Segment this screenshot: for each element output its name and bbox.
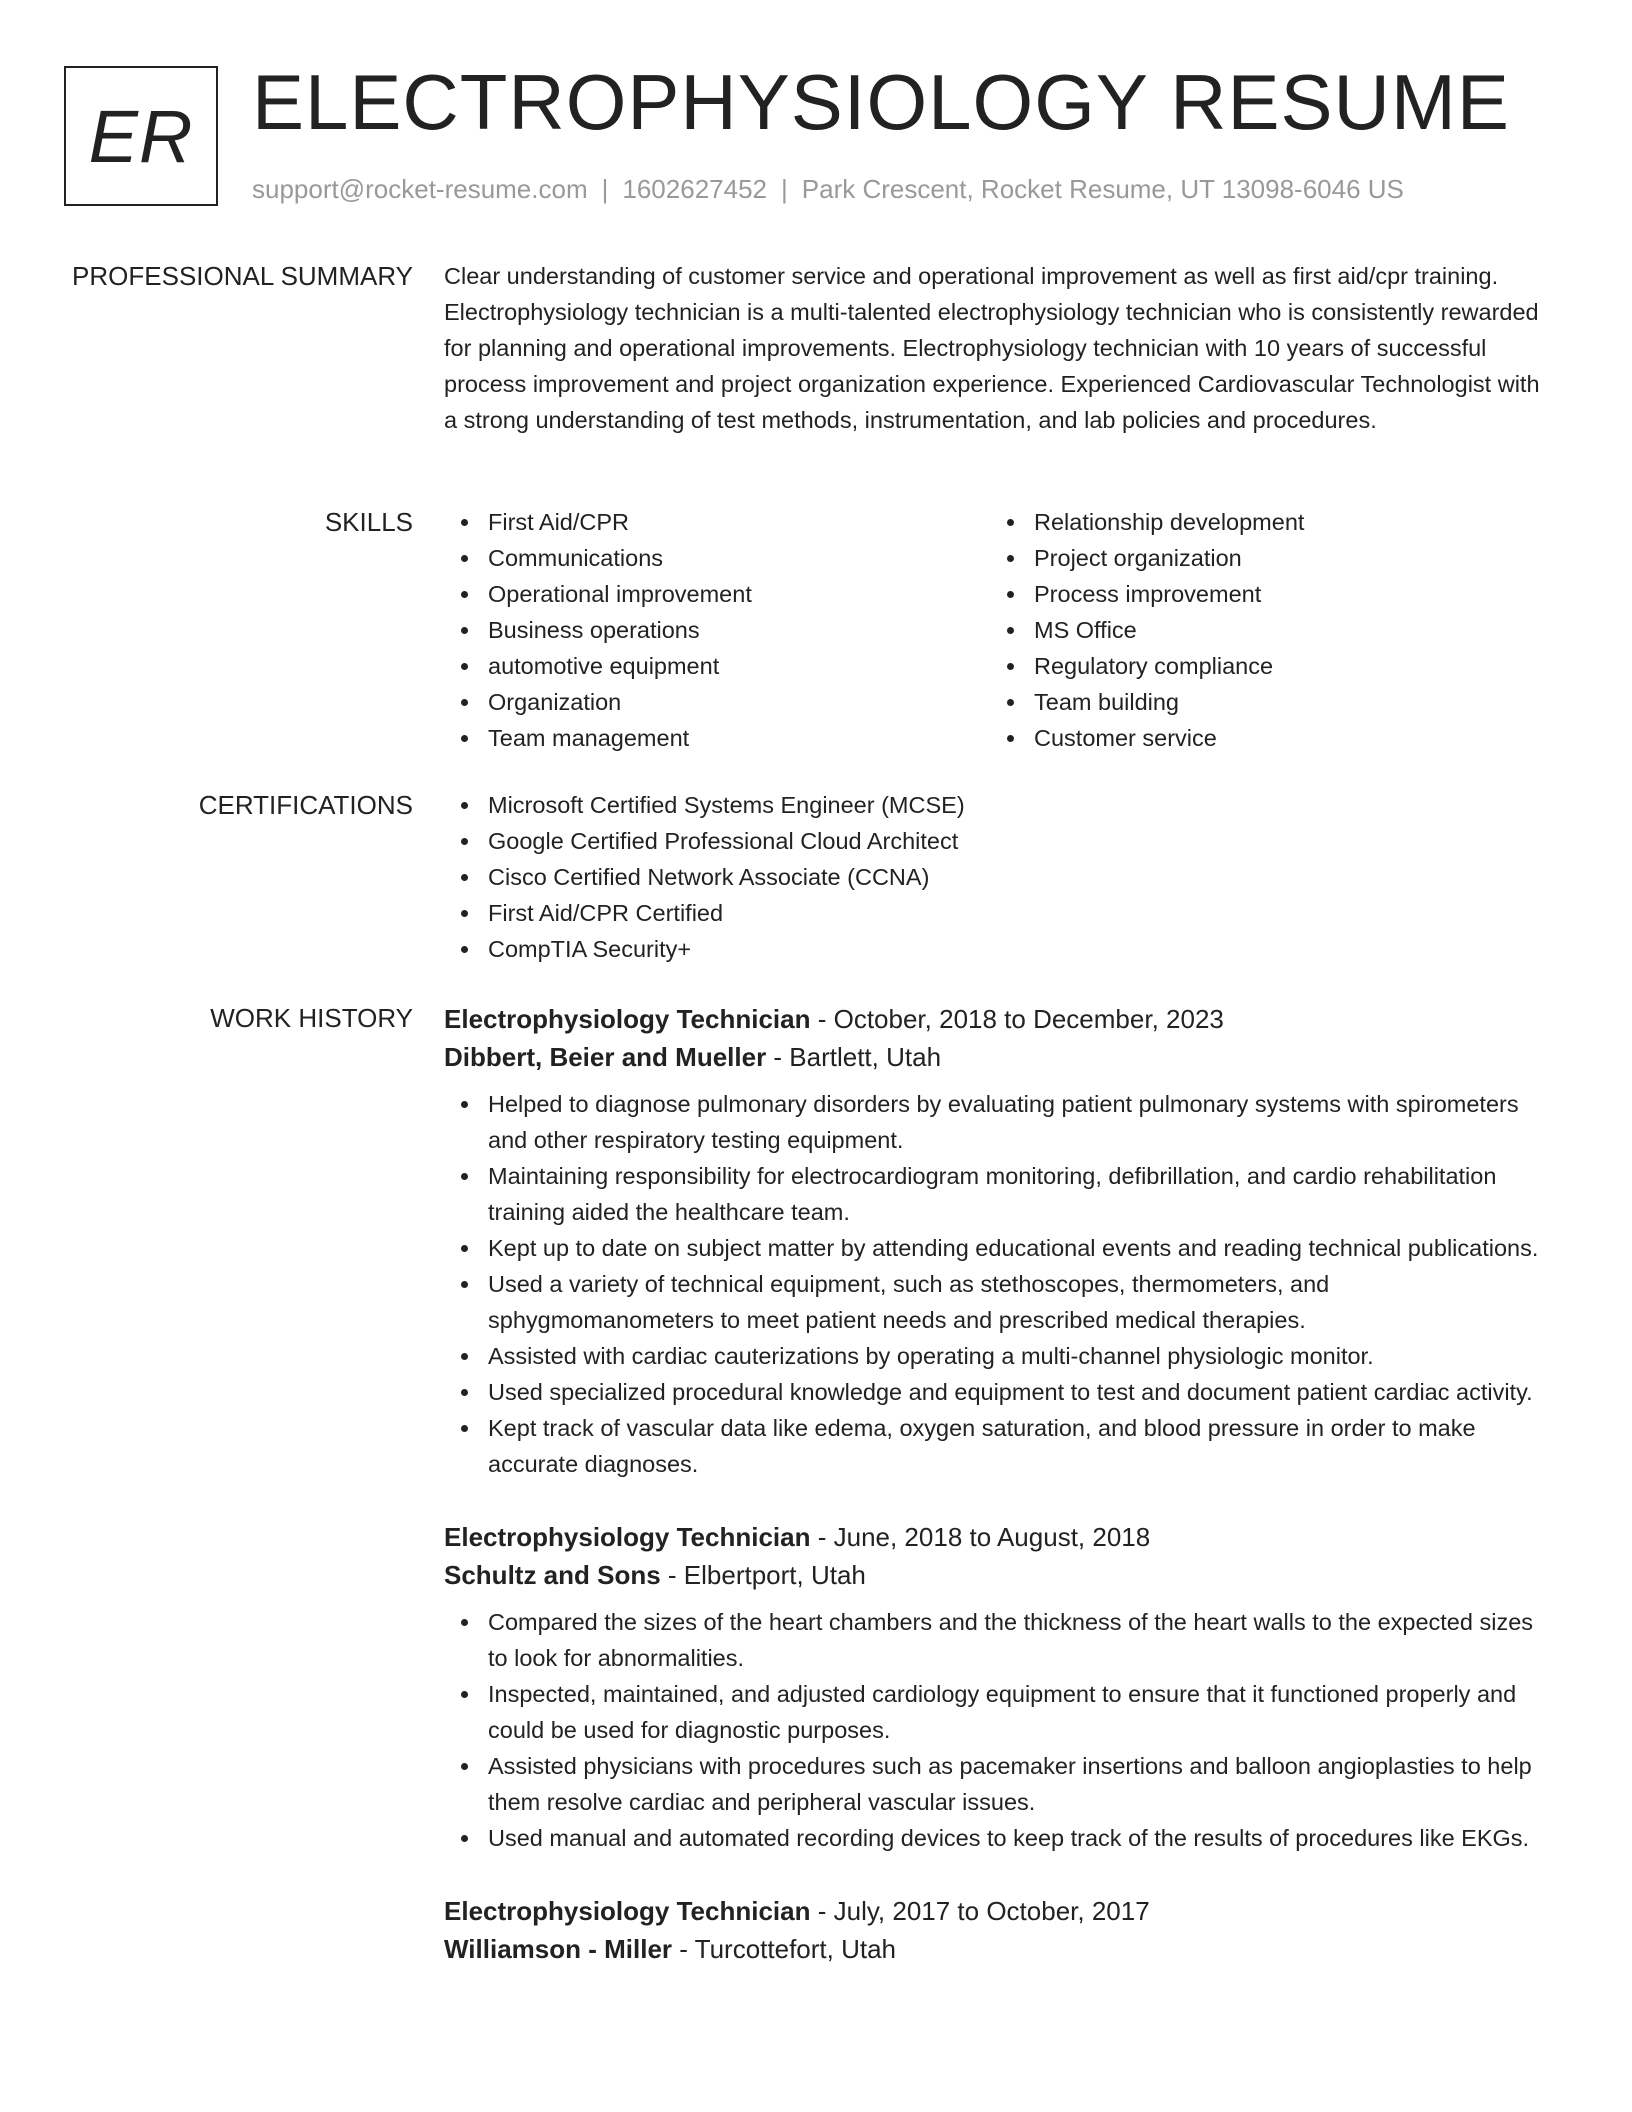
job-location: - Elbertport, Utah xyxy=(660,1560,866,1590)
skill-item: Business operations xyxy=(488,612,990,648)
skill-item: MS Office xyxy=(1034,612,1536,648)
job-bullet: Inspected, maintained, and adjusted cardiology equipment to ensure that it functioned properly and could be used for diagnostic purposes. xyxy=(488,1676,1544,1748)
skill-item: Project organization xyxy=(1034,540,1536,576)
skill-item: First Aid/CPR xyxy=(488,504,990,540)
skills-column-right xyxy=(990,504,1536,756)
summary-text: Clear understanding of customer service and operational improvement as well as first aid/cpr training. Electrophysiology technician is a multi-talented electrophysiology technician who is consistently rewarded for planning and operational improvements. Electrophysiology technician with 10 years of successful process improvement and project organization experience. Experienced Cardiovascular Technologist with a strong understanding of test methods, instrumentation, and lab policies and procedures. xyxy=(444,263,1540,433)
skills-body xyxy=(444,504,1544,756)
job-title: Electrophysiology Technician xyxy=(444,1522,811,1552)
job-title: Electrophysiology Technician xyxy=(444,1896,811,1926)
job-company-line xyxy=(444,1930,1544,1968)
job-bullet: Maintaining responsibility for electrocardiogram monitoring, defibrillation, and cardio rehabilitation training aided the healthcare team. xyxy=(488,1158,1544,1230)
job-entry xyxy=(444,1000,1544,1482)
job-bullet: Kept track of vascular data like edema, oxygen saturation, and blood pressure in order to make accurate diagnoses. xyxy=(488,1410,1544,1482)
contact-separator: | xyxy=(781,174,788,204)
job-title: Electrophysiology Technician xyxy=(444,1004,811,1034)
job-bullet: Kept up to date on subject matter by attending educational events and reading technical publications. xyxy=(488,1230,1544,1266)
job-bullet: Helped to diagnose pulmonary disorders by evaluating patient pulmonary systems with spirometers and other respiratory testing equipment. xyxy=(488,1086,1544,1158)
job-location: - Bartlett, Utah xyxy=(766,1042,942,1072)
contact-phone[interactable]: 1602627452 xyxy=(622,174,767,204)
job-location: - Turcottefort, Utah xyxy=(672,1934,897,1964)
section-heading-skills: SKILLS xyxy=(324,507,413,537)
certification-item: Google Certified Professional Cloud Architect xyxy=(488,823,1544,859)
job-bullet: Compared the sizes of the heart chambers and the thickness of the heart walls to the expected sizes to look for abnormalities. xyxy=(488,1604,1544,1676)
job-entry xyxy=(444,1518,1544,1856)
certification-item: Cisco Certified Network Associate (CCNA) xyxy=(488,859,1544,895)
contact-email[interactable]: support@rocket-resume.com xyxy=(252,174,588,204)
job-title-line xyxy=(444,1892,1544,1930)
job-bullet: Used specialized procedural knowledge and equipment to test and document patient cardiac activity. xyxy=(488,1374,1544,1410)
resume-title: ELECTROPHYSIOLOGY RESUME xyxy=(252,58,1510,146)
job-entry xyxy=(444,1892,1544,1968)
certifications-body xyxy=(444,787,1544,967)
contact-address: Park Crescent, Rocket Resume, UT 13098-6046 US xyxy=(801,174,1404,204)
skill-item: Communications xyxy=(488,540,990,576)
section-heading-summary: PROFESSIONAL SUMMARY xyxy=(72,261,413,291)
job-bullet: Assisted with cardiac cauterizations by operating a multi-channel physiologic monitor. xyxy=(488,1338,1544,1374)
skill-item: Regulatory compliance xyxy=(1034,648,1536,684)
job-dates: - June, 2018 to August, 2018 xyxy=(810,1522,1151,1552)
job-title-line xyxy=(444,1000,1544,1038)
skill-item: Team building xyxy=(1034,684,1536,720)
skill-item: Process improvement xyxy=(1034,576,1536,612)
section-heading-certifications: CERTIFICATIONS xyxy=(198,790,413,820)
skill-item: Organization xyxy=(488,684,990,720)
job-bullet: Used manual and automated recording devices to keep track of the results of procedures like EKGs. xyxy=(488,1820,1544,1856)
job-company-line xyxy=(444,1556,1544,1594)
certification-item: Microsoft Certified Systems Engineer (MCSE) xyxy=(488,787,1544,823)
work-history-body xyxy=(444,1000,1544,1968)
job-dates: - October, 2018 to December, 2023 xyxy=(810,1004,1224,1034)
job-company: Schultz and Sons xyxy=(444,1560,661,1590)
contact-separator: | xyxy=(601,174,609,204)
skills-column-left xyxy=(444,504,990,756)
skill-item: Customer service xyxy=(1034,720,1536,756)
contact-line xyxy=(252,174,1404,205)
job-bullets xyxy=(444,1086,1544,1482)
skill-item: automotive equipment xyxy=(488,648,990,684)
job-bullet: Used a variety of technical equipment, such as stethoscopes, thermometers, and sphygmomanometers to meet patient needs and prescribed medical therapies. xyxy=(488,1266,1544,1338)
job-title-line xyxy=(444,1518,1544,1556)
job-dates: - July, 2017 to October, 2017 xyxy=(810,1896,1150,1926)
certification-item: CompTIA Security+ xyxy=(488,931,1544,967)
job-company: Dibbert, Beier and Mueller xyxy=(444,1042,767,1072)
job-company-line xyxy=(444,1038,1544,1076)
job-bullets xyxy=(444,1604,1544,1856)
skill-item: Team management xyxy=(488,720,990,756)
skill-item: Operational improvement xyxy=(488,576,990,612)
job-company: Williamson - Miller xyxy=(444,1934,673,1964)
monogram-logo: ER xyxy=(64,66,218,206)
skill-item: Relationship development xyxy=(1034,504,1536,540)
job-bullet: Assisted physicians with procedures such as pacemaker insertions and balloon angioplasties to help them resolve cardiac and peripheral vascular issues. xyxy=(488,1748,1544,1820)
certification-item: First Aid/CPR Certified xyxy=(488,895,1544,931)
section-heading-work-history: WORK HISTORY xyxy=(210,1003,413,1033)
